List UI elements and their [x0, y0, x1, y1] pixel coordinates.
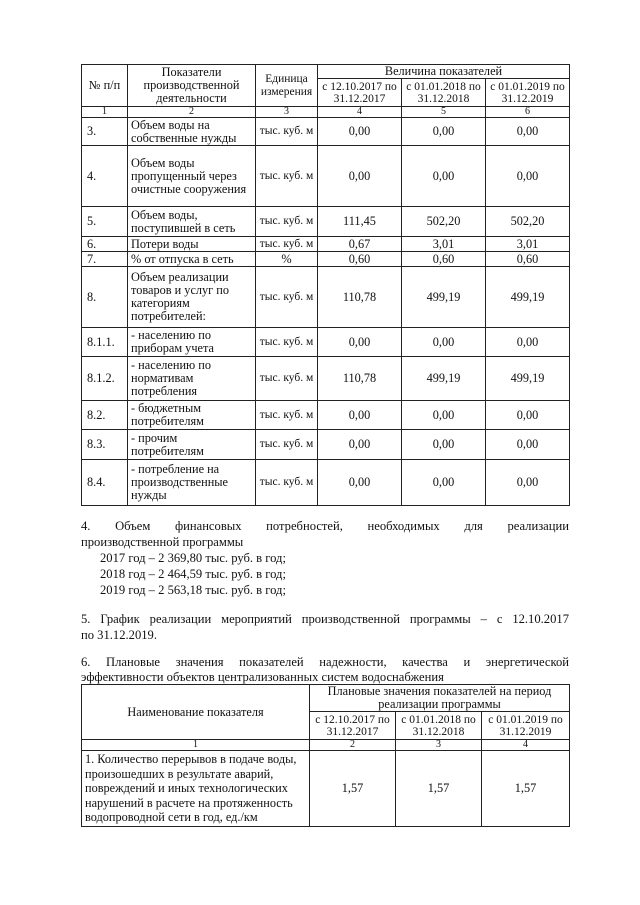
col-number: 1 [82, 740, 310, 751]
row-value-2017: 110,78 [318, 357, 402, 401]
header-value-group: Величина показателей [318, 65, 570, 79]
row-value-2018: 1,57 [396, 751, 482, 827]
col-number: 2 [310, 740, 396, 751]
column-numbers-row [82, 740, 570, 751]
section-5-line1: 5. График реализации мероприятий производственной программы – с 12.10.2017 [81, 612, 569, 626]
row-value-2017: 0,67 [318, 237, 402, 252]
table-row [82, 751, 570, 827]
col-number: 4 [482, 740, 570, 751]
section-4-title-cont: производственной программы [81, 535, 244, 549]
row-name: - населению по приборам учета [128, 328, 256, 357]
row-unit: % [256, 252, 318, 267]
row-value-2018: 502,20 [402, 207, 486, 237]
header-planned-values: Плановые значения показателей на период реализации программы [310, 685, 570, 712]
row-value-2017: 110,78 [318, 267, 402, 328]
row-unit: тыс. куб. м [256, 460, 318, 506]
row-unit: тыс. куб. м [256, 146, 318, 207]
row-value-2019: 0,00 [486, 460, 570, 506]
col-number: 2 [128, 107, 256, 118]
row-num: 3. [82, 118, 128, 146]
table-row [82, 401, 570, 430]
row-value-2018: 0,00 [402, 460, 486, 506]
row-name: Объем воды пропущенный через очистные сооружения [128, 146, 256, 207]
header-unit: Единица измерения [256, 65, 318, 107]
row-name: Объем воды на собственные нужды [128, 118, 256, 146]
table-row [82, 252, 570, 267]
reliability-indicators-table [81, 684, 570, 827]
row-name: - прочим потребителям [128, 430, 256, 460]
row-unit: тыс. куб. м [256, 328, 318, 357]
row-value-2017: 1,57 [310, 751, 396, 827]
row-name: - населению по нормативам потребления [128, 357, 256, 401]
row-value-2019: 0,00 [486, 328, 570, 357]
section-6-line1: 6. Плановые значения показателей надежности, качества и энергетической [81, 655, 569, 669]
row-num: 8. [82, 267, 128, 328]
row-value-2018: 499,19 [402, 357, 486, 401]
row-value-2018: 0,00 [402, 401, 486, 430]
header-period-2019: с 01.01.2019 по 31.12.2019 [486, 79, 570, 107]
finance-line-2018: 2018 год – 2 464,59 тыс. руб. в год; [100, 567, 286, 581]
table-row [82, 430, 570, 460]
header-indicator-name: Наименование показателя [82, 685, 310, 740]
table-row [82, 267, 570, 328]
row-name: Объем реализации товаров и услуг по категориям потребителей: [128, 267, 256, 328]
row-value-2019: 0,00 [486, 146, 570, 207]
row-name: 1. Количество перерывов в подаче воды, произошедших в результате аварий, повреждений и иных технологических нарушений в расчете на протяженность водопроводной сети в год, ед./км [82, 751, 310, 827]
row-value-2019: 0,00 [486, 401, 570, 430]
row-unit: тыс. куб. м [256, 237, 318, 252]
table-row [82, 237, 570, 252]
row-num: 4. [82, 146, 128, 207]
row-num: 6. [82, 237, 128, 252]
section-6-line2: эффективности объектов централизованных систем водоснабжения [81, 670, 444, 684]
header-period-2018: с 01.01.2018 по 31.12.2018 [402, 79, 486, 107]
row-name: % от отпуска в сеть [128, 252, 256, 267]
row-value-2018: 0,00 [402, 146, 486, 207]
row-value-2017: 0,00 [318, 430, 402, 460]
table-row [82, 328, 570, 357]
section-5-line2: по 31.12.2019. [81, 628, 158, 642]
table-row [82, 146, 570, 207]
row-value-2017: 0,00 [318, 146, 402, 207]
col-number: 3 [256, 107, 318, 118]
row-value-2017: 111,45 [318, 207, 402, 237]
table-row [82, 207, 570, 237]
production-indicators-table [81, 64, 570, 506]
row-num: 8.4. [82, 460, 128, 506]
header-num: № п/п [82, 65, 128, 107]
row-value-2018: 3,01 [402, 237, 486, 252]
row-value-2018: 0,60 [402, 252, 486, 267]
row-unit: тыс. куб. м [256, 267, 318, 328]
col-number: 6 [486, 107, 570, 118]
header-period-2017: с 12.10.2017 по 31.12.2017 [310, 712, 396, 740]
table-row [82, 118, 570, 146]
row-value-2018: 0,00 [402, 430, 486, 460]
row-unit: тыс. куб. м [256, 430, 318, 460]
row-num: 5. [82, 207, 128, 237]
row-num: 7. [82, 252, 128, 267]
row-value-2019: 0,60 [486, 252, 570, 267]
table-row [82, 460, 570, 506]
header-period-2017: с 12.10.2017 по 31.12.2017 [318, 79, 402, 107]
col-number: 4 [318, 107, 402, 118]
row-value-2019: 0,00 [486, 430, 570, 460]
col-number: 1 [82, 107, 128, 118]
row-name: Объем воды, поступившей в сеть [128, 207, 256, 237]
row-num: 8.2. [82, 401, 128, 430]
row-unit: тыс. куб. м [256, 207, 318, 237]
col-number: 5 [402, 107, 486, 118]
row-num: 8.3. [82, 430, 128, 460]
row-value-2018: 0,00 [402, 328, 486, 357]
row-num: 8.1.1. [82, 328, 128, 357]
row-unit: тыс. куб. м [256, 357, 318, 401]
column-numbers-row [82, 107, 570, 118]
row-name: - бюджетным потребителям [128, 401, 256, 430]
table-row [82, 357, 570, 401]
row-value-2019: 0,00 [486, 118, 570, 146]
row-name: Потери воды [128, 237, 256, 252]
row-value-2017: 0,00 [318, 460, 402, 506]
row-value-2017: 0,60 [318, 252, 402, 267]
finance-line-2017: 2017 год – 2 369,80 тыс. руб. в год; [100, 551, 286, 565]
row-value-2019: 1,57 [482, 751, 570, 827]
row-value-2019: 3,01 [486, 237, 570, 252]
row-value-2019: 502,20 [486, 207, 570, 237]
row-unit: тыс. куб. м [256, 118, 318, 146]
section-4-title: 4. Объем финансовых потребностей, необходимых для реализации [81, 519, 569, 533]
row-value-2018: 499,19 [402, 267, 486, 328]
row-value-2018: 0,00 [402, 118, 486, 146]
row-value-2019: 499,19 [486, 357, 570, 401]
finance-line-2019: 2019 год – 2 563,18 тыс. руб. в год; [100, 583, 286, 597]
col-number: 3 [396, 740, 482, 751]
header-period-2018: с 01.01.2018 по 31.12.2018 [396, 712, 482, 740]
row-num: 8.1.2. [82, 357, 128, 401]
row-value-2017: 0,00 [318, 328, 402, 357]
row-value-2017: 0,00 [318, 118, 402, 146]
header-indicator: Показатели производственной деятельности [128, 65, 256, 107]
row-value-2017: 0,00 [318, 401, 402, 430]
row-name: - потребление на производственные нужды [128, 460, 256, 506]
row-value-2019: 499,19 [486, 267, 570, 328]
row-unit: тыс. куб. м [256, 401, 318, 430]
header-period-2019: с 01.01.2019 по 31.12.2019 [482, 712, 570, 740]
